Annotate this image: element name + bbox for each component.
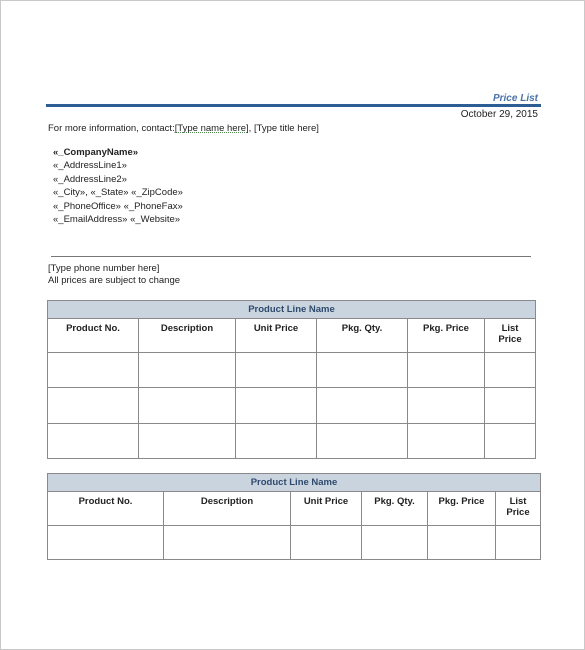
table-cell[interactable] — [485, 424, 536, 459]
table-cell[interactable] — [139, 424, 236, 459]
table-cell[interactable] — [48, 526, 164, 560]
address-line2-field[interactable]: «_AddressLine2» — [53, 173, 127, 185]
company-name-field[interactable]: «_CompanyName» — [53, 147, 139, 158]
header-rule — [46, 104, 541, 107]
table-row — [48, 353, 536, 388]
table-cell[interactable] — [428, 526, 496, 560]
table-row — [48, 526, 541, 560]
column-header-product-no: Product No. — [48, 319, 139, 353]
table-cell[interactable] — [164, 526, 291, 560]
table-cell[interactable] — [48, 353, 139, 388]
column-header-pkg-price: Pkg. Price — [408, 319, 485, 353]
table-cell[interactable] — [485, 388, 536, 424]
document-date: October 29, 2015 — [460, 109, 538, 120]
table-cell[interactable] — [317, 353, 408, 388]
contact-separator: , — [248, 123, 254, 134]
table-row — [48, 424, 536, 459]
price-disclaimer: All prices are subject to change — [48, 275, 181, 286]
email-website-field[interactable]: «_EmailAddress» «_Website» — [53, 214, 181, 226]
column-header-product-no: Product No. — [48, 492, 164, 526]
column-header-description: Description — [164, 492, 291, 526]
price-table — [47, 300, 536, 459]
table-cell[interactable] — [408, 424, 485, 459]
table-cell[interactable] — [139, 353, 236, 388]
city-state-zip-field[interactable]: «_City», «_State» «_ZipCode» — [53, 187, 183, 199]
column-header-pkg-qty: Pkg. Qty. — [362, 492, 428, 526]
table-cell[interactable] — [48, 388, 139, 424]
table-cell[interactable] — [317, 424, 408, 459]
phone-fax-field[interactable]: «_PhoneOffice» «_PhoneFax» — [53, 200, 183, 212]
product-line-name-header[interactable]: Product Line Name — [48, 301, 536, 319]
contact-prefix: For more information, contact: — [48, 123, 175, 134]
column-header-description: Description — [139, 319, 236, 353]
column-header-list-price: List Price — [485, 319, 536, 353]
column-header-pkg-price: Pkg. Price — [428, 492, 496, 526]
table-cell[interactable] — [236, 424, 317, 459]
document-title: Price List — [492, 93, 538, 104]
table-cell[interactable] — [48, 424, 139, 459]
table-cell[interactable] — [408, 353, 485, 388]
column-header-unit-price: Unit Price — [291, 492, 362, 526]
separator-rule — [51, 256, 531, 257]
phone-placeholder[interactable]: [Type phone number here] — [48, 263, 160, 274]
table-cell[interactable] — [496, 526, 541, 560]
address-block — [53, 146, 183, 226]
contact-name-placeholder[interactable]: [Type name here] — [174, 123, 249, 134]
notes-block — [48, 263, 180, 287]
product-line-name-header[interactable]: Product Line Name — [48, 474, 541, 492]
price-table — [47, 473, 541, 560]
table-cell[interactable] — [485, 353, 536, 388]
table-cell[interactable] — [139, 388, 236, 424]
table-row — [48, 388, 536, 424]
address-line1-field[interactable]: «_AddressLine1» — [53, 160, 127, 172]
table-cell[interactable] — [317, 388, 408, 424]
table-cell[interactable] — [408, 388, 485, 424]
table-cell[interactable] — [291, 526, 362, 560]
table-cell[interactable] — [236, 388, 317, 424]
column-header-unit-price: Unit Price — [236, 319, 317, 353]
table-cell[interactable] — [236, 353, 317, 388]
contact-title-placeholder[interactable]: [Type title here] — [253, 123, 319, 134]
column-header-list-price: List Price — [496, 492, 541, 526]
contact-line — [48, 123, 319, 134]
table-cell[interactable] — [362, 526, 428, 560]
column-header-pkg-qty: Pkg. Qty. — [317, 319, 408, 353]
